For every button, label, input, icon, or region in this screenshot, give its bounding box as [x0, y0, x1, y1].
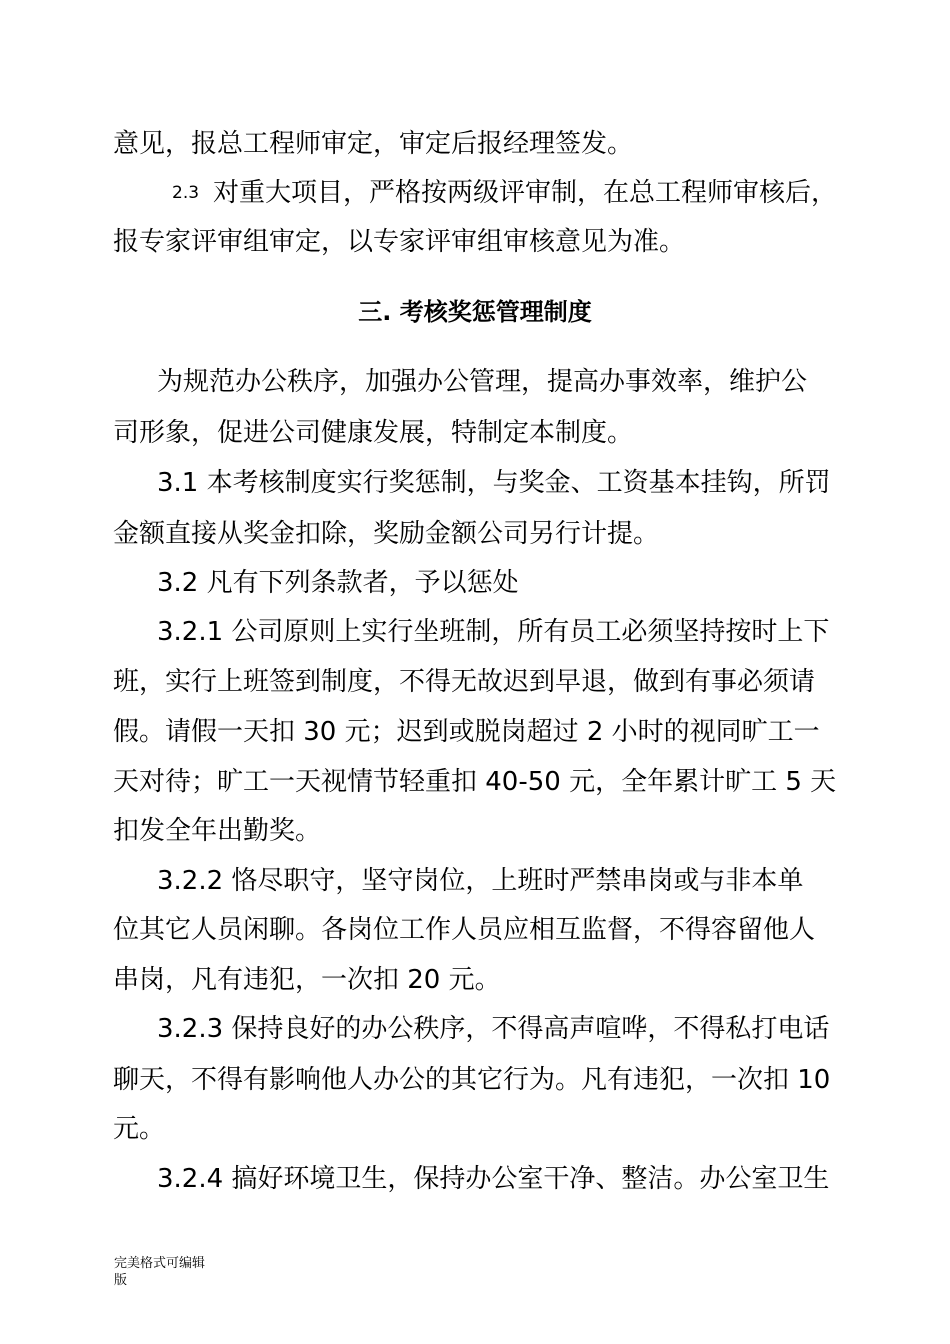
section-heading: 三. 考核奖惩管理制度: [358, 298, 592, 326]
paragraph-line-1: 意见，报总工程师审定，审定后报经理签发。: [113, 129, 634, 159]
paragraph-line-6: 3.1 本考核制度实行奖惩制，与奖金、工资基本挂钩，所罚: [157, 468, 831, 498]
paragraph-line-3: 报专家评审组审定，以专家评审组审核意见为准。: [113, 227, 686, 257]
footer-note: [114, 1255, 234, 1289]
paragraph-line-18: 聊天，不得有影响他人办公的其它行为。凡有违犯，一次扣 10: [113, 1065, 831, 1095]
paragraph-line-13: 扣发全年出勤奖。: [113, 816, 322, 846]
paragraph-line-2: [172, 177, 837, 209]
paragraph-line-12: 天对待；旷工一天视情节轻重扣 40-50 元，全年累计旷工 5 天: [113, 767, 837, 797]
paragraph-line-11: 假。请假一天扣 30 元；迟到或脱岗超过 2 小时的视同旷工一: [113, 717, 820, 747]
footer-line-1: 完美格式可编辑: [114, 1256, 206, 1271]
paragraph-line-17: 3.2.3 保持良好的办公秩序，不得高声喧哗，不得私打电话: [157, 1014, 830, 1044]
paragraph-line-19: 元。: [113, 1114, 166, 1144]
paragraph-line-7: 金额直接从奖金扣除，奖励金额公司另行计提。: [113, 519, 660, 549]
paragraph-line-16: 串岗，凡有违犯，一次扣 20 元。: [113, 965, 501, 995]
clause-number-2-3: 2.3: [172, 183, 200, 203]
clause-2-3-text: 对重大项目，严格按两级评审制，在总工程师审核后，: [213, 178, 838, 208]
paragraph-line-10: 班，实行上班签到制度，不得无故迟到早退，做到有事必须请: [113, 667, 816, 697]
paragraph-line-8: 3.2 凡有下列条款者，予以惩处: [157, 568, 519, 598]
paragraph-line-4: 为规范办公秩序，加强办公管理，提高办事效率，维护公: [157, 367, 808, 397]
footer-line-2: 版: [114, 1273, 128, 1288]
paragraph-line-20: 3.2.4 搞好环境卫生，保持办公室干净、整洁。办公室卫生: [157, 1164, 830, 1194]
paragraph-line-9: 3.2.1 公司原则上实行坐班制，所有员工必须坚持按时上下: [157, 617, 830, 647]
paragraph-line-14: 3.2.2 恪尽职守，坚守岗位，上班时严禁串岗或与非本单: [157, 866, 804, 896]
paragraph-line-5: 司形象，促进公司健康发展，特制定本制度。: [113, 418, 634, 448]
paragraph-line-15: 位其它人员闲聊。各岗位工作人员应相互监督，不得容留他人: [113, 915, 816, 945]
